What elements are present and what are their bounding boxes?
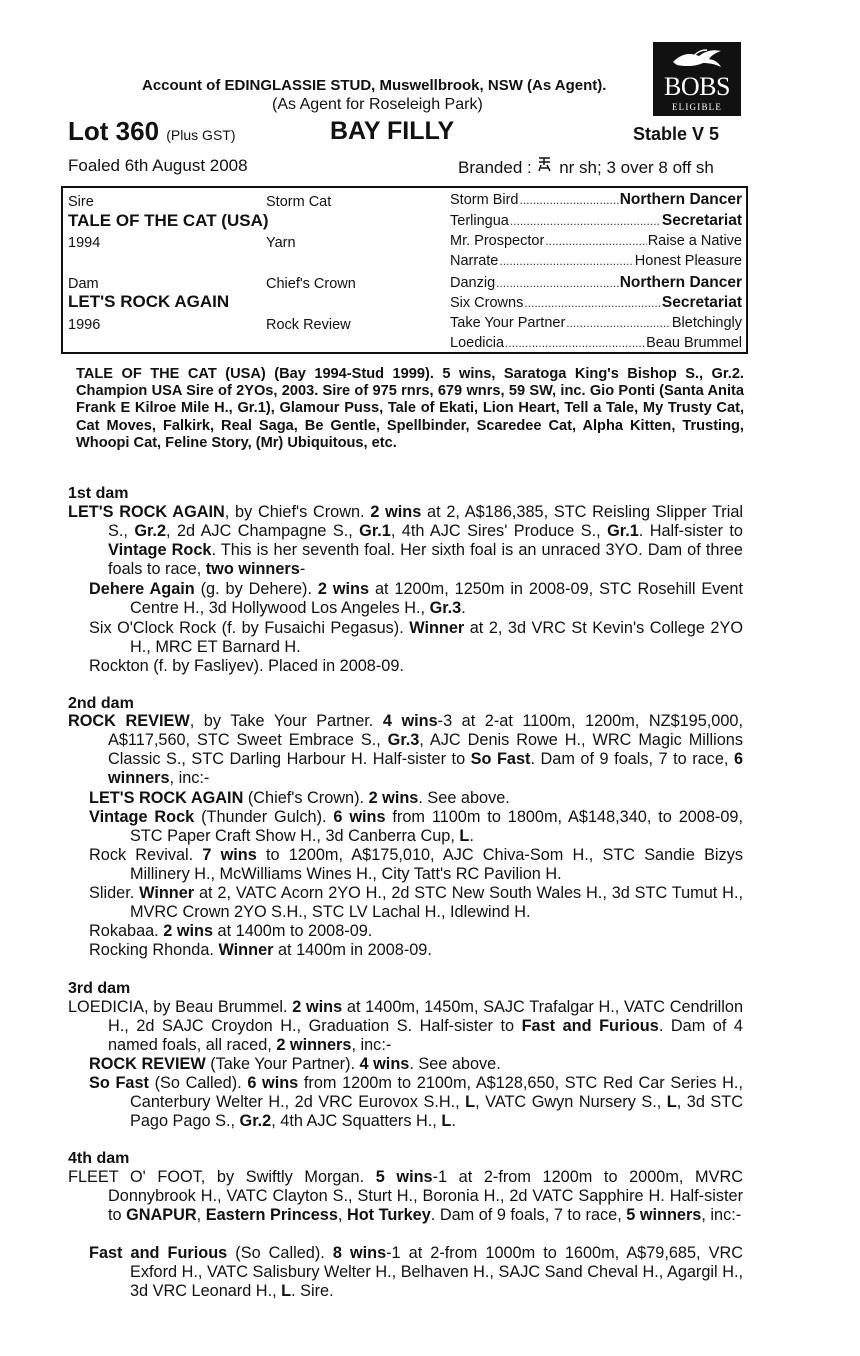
ancestor-row xyxy=(450,274,742,292)
ancestor-row xyxy=(450,315,742,333)
text-run: at 1200m, 1250m in 2008-09, STC Rosehill Event Centre H., 3d Hollywood Los Angeles H., xyxy=(130,580,743,617)
text-run: at 2, VATC Acorn 2YO H., 2d STC New South Wales H., 3d STC Tumut H., MVRC Crown 2YO S.H., STC LV Lachal H., Idlewind H. xyxy=(130,884,743,921)
bold-text: Fast and Furious xyxy=(521,1017,659,1035)
lot-label: Lot 360 xyxy=(68,116,160,146)
bold-text: 2 wins xyxy=(368,789,419,807)
sire-year: 1994 xyxy=(68,235,101,251)
ancestor-sire: Northern Dancer xyxy=(619,191,742,208)
dam-year: 1996 xyxy=(68,317,101,333)
progeny-entry xyxy=(89,1074,743,1131)
bold-text: L xyxy=(465,1093,476,1111)
bold-text: Gr.3 xyxy=(387,731,420,749)
dam-entry xyxy=(68,712,743,788)
bold-text: 6 wins xyxy=(333,808,386,826)
text-run: Rock Revival. xyxy=(89,846,203,864)
foaled-date: Foaled 6th August 2008 xyxy=(68,156,248,175)
text-run: to 1200m, A$175,010, AJC Chiva-Som H., STC Sandie Bizys Millinery H., McWilliams Wines H., City Tatt's RC Pavilion H. xyxy=(130,846,743,883)
horse-description: BAY FILLY xyxy=(330,117,455,145)
text-run: Slider. xyxy=(89,884,140,902)
lot-gst-note: (Plus GST) xyxy=(166,127,236,143)
section-title: 3rd dam xyxy=(68,980,131,997)
text-run: LOEDICIA, by Beau Brummel. xyxy=(68,998,293,1016)
sire-name: TALE OF THE CAT (USA) xyxy=(68,211,269,230)
ancestor-sire: Bletchingly xyxy=(671,315,742,331)
ancestor-sire: Raise a Native xyxy=(647,233,742,249)
text-run: . This is her seventh foal. Her sixth foal is an unraced 3YO. Dam of three foals to race, xyxy=(108,541,743,578)
text-run: , by Chief's Crown. xyxy=(224,503,371,521)
text-run: . xyxy=(451,1112,456,1130)
leader-dots xyxy=(496,276,619,290)
bold-text: 4 wins xyxy=(382,712,438,730)
leader-dots xyxy=(510,214,661,228)
ancestor-name: Loedicia xyxy=(450,335,505,351)
section-title: 4th dam xyxy=(68,1150,130,1167)
horse-logo-icon xyxy=(671,48,723,70)
bold-text: ROCK REVIEW xyxy=(68,712,190,730)
progeny-entry xyxy=(89,922,743,941)
text-run: Six O'Clock Rock (f. by Fusaichi Pegasus). xyxy=(89,619,410,637)
leader-dots xyxy=(520,193,619,207)
text-run: . xyxy=(461,599,466,617)
progeny-entry xyxy=(89,941,743,960)
ancestor-row xyxy=(450,212,742,230)
stable-location: Stable V 5 xyxy=(633,124,720,144)
bold-text: L xyxy=(666,1093,677,1111)
text-run: at 2, 3d VRC St Kevin's College 2YO H., MRC ET Barnard H. xyxy=(130,619,743,656)
dam-entry xyxy=(68,998,743,1055)
ancestor-sire: Secretariat xyxy=(661,294,742,311)
bold-text: L xyxy=(459,827,470,845)
section-title: 1st dam xyxy=(68,485,129,502)
text-run: , 4th AJC Squatters H., xyxy=(271,1112,442,1130)
text-run: at 1400m in 2008-09. xyxy=(273,941,432,959)
branded-label: Branded : xyxy=(458,158,532,177)
text-run: - xyxy=(299,560,306,578)
ancestor-sire: Northern Dancer xyxy=(619,274,742,291)
leader-dots xyxy=(545,234,646,248)
text-run: . Dam of 4 named foals, all raced, xyxy=(108,1017,743,1054)
bold-text: Vintage Rock xyxy=(108,541,212,559)
bold-text: 2 wins xyxy=(317,580,370,598)
dam-sire: Chief's Crown xyxy=(266,276,356,292)
ancestor-sire: Secretariat xyxy=(661,212,742,229)
bold-text: 2 wins xyxy=(370,503,422,521)
text-run: -1 at 2-from 1000m to 1600m, A$79,685, VRC Exford H., VATC Salisbury Welter H., Belhaven H., SAJC Sand Cheval H., Agargil H., 3d VRC Leonard H., xyxy=(130,1244,743,1300)
bold-text: GNAPUR xyxy=(126,1206,197,1224)
ancestor-sire: Honest Pleasure xyxy=(634,253,742,269)
bold-text: 8 wins xyxy=(332,1244,387,1262)
text-run: , VATC Gwyn Nursery S., xyxy=(475,1093,667,1111)
sire-summary: TALE OF THE CAT (USA) (Bay 1994-Stud 1999). 5 wins, Saratoga King's Bishop S., Gr.2. Champion USA Sire of 2YOs, 2003. Sire of 975 rnrs, 679 wnrs, 59 SW, inc. Gio Ponti (Santa Anita Frank E Kilroe Mile H., Gr.1), Glamour Puss, Tale of Ekati, Lion Heart, Tell a Tale, My Trusty Cat, Cat Moves, Falkirk, Real Saga, Be Gentle, Spellbinder, Scaredee Cat, Alpha Kitten, Trusting, Whoopi Cat, Feline Story, (Mr) Ubiquitous, etc. xyxy=(76,366,744,451)
bold-text: 5 winners xyxy=(626,1206,702,1224)
bold-text: Winner xyxy=(139,884,195,902)
text-run: , inc:- xyxy=(701,1206,742,1224)
text-run: Rocking Rhonda. xyxy=(89,941,219,959)
bold-text: LET'S ROCK AGAIN xyxy=(68,503,225,521)
ancestor-name: Six Crowns xyxy=(450,295,524,311)
sire-dam: Yarn xyxy=(266,235,296,251)
ancestor-row xyxy=(450,335,742,353)
bold-text: 2 wins xyxy=(163,922,214,940)
bold-text: Winner xyxy=(218,941,274,959)
ancestor-row xyxy=(450,191,742,209)
bold-text: Gr.2 xyxy=(134,522,167,540)
dam-name: LET'S ROCK AGAIN xyxy=(68,292,230,311)
text-run: at 1400m, 1450m, SAJC Trafalgar H., VATC Cendrillon H., 2d SAJC Croydon H., Graduation S. Half-sister to xyxy=(108,998,743,1035)
bold-text: Fast and Furious xyxy=(89,1244,228,1262)
ancestor-sire: Beau Brummel xyxy=(646,335,742,351)
bold-text: Gr.3 xyxy=(429,599,462,617)
progeny-entry xyxy=(89,884,743,922)
sire-sire: Storm Cat xyxy=(266,194,332,210)
text-run: (g. by Dehere). xyxy=(194,580,318,598)
text-run: , AJC Denis Rowe H., WRC Magic Millions Classic S., STC Darling Harbour H. Half-sister to xyxy=(108,731,743,768)
text-run: , xyxy=(196,1206,206,1224)
text-run: (So Called). xyxy=(227,1244,333,1262)
ancestor-name: Take Your Partner xyxy=(450,315,566,331)
text-run: , 3d STC Pago Pago S., xyxy=(130,1093,743,1130)
progeny-entry xyxy=(89,808,743,846)
leader-dots xyxy=(524,296,661,310)
bold-text: Eastern Princess xyxy=(205,1206,338,1224)
ancestor-name: Narrate xyxy=(450,253,499,269)
ancestor-name: Storm Bird xyxy=(450,192,519,208)
logo-subtext: ELIGIBLE xyxy=(671,102,723,112)
leader-dots xyxy=(499,254,633,268)
text-run: Rokabaa. xyxy=(89,922,164,940)
text-run: at 1400m to 2008-09. xyxy=(213,922,373,940)
bold-text: ROCK REVIEW xyxy=(89,1055,206,1073)
text-run: -3 at 2-at 1100m, 1200m, NZ$195,000, A$117,560, STC Sweet Embrace S., xyxy=(108,712,743,749)
text-run: , 2d AJC Champagne S., xyxy=(166,522,360,540)
dam-entry xyxy=(68,1168,743,1225)
bold-text: Winner xyxy=(409,619,465,637)
progeny-entry xyxy=(89,580,743,618)
bold-text: 6 wins xyxy=(247,1074,299,1092)
text-run: -1 at 2-from 1200m to 2000m, MVRC Donnybrook H., VATC Clayton S., Sturt H., Boronia H., 2d VATC Sapphire H. Half-sister to xyxy=(108,1168,743,1224)
ancestor-row xyxy=(450,294,742,312)
bold-text: 4 wins xyxy=(359,1055,410,1073)
section-title: 2nd dam xyxy=(68,695,134,712)
text-run: . Half-sister to xyxy=(638,522,743,540)
progeny-entry xyxy=(89,846,743,884)
vendor-account: Account of EDINGLASSIE STUD, Muswellbrook, NSW (As Agent). xyxy=(142,77,607,94)
text-run: . Dam of 9 foals, 7 to race, xyxy=(430,1206,627,1224)
progeny-entry xyxy=(89,619,743,657)
progeny-entry xyxy=(89,1244,743,1301)
dam-dam: Rock Review xyxy=(266,317,351,333)
text-run: , xyxy=(337,1206,347,1224)
text-run: (Take Your Partner). xyxy=(205,1055,360,1073)
bold-text: Hot Turkey xyxy=(346,1206,431,1224)
brand-info xyxy=(458,156,714,180)
brand-symbol-icon xyxy=(536,156,554,180)
text-run: . Sire. xyxy=(291,1282,334,1300)
bold-text: L xyxy=(281,1282,292,1300)
bobs-eligible-logo xyxy=(653,42,741,116)
bold-text: 2 wins xyxy=(292,998,343,1016)
ancestor-row xyxy=(450,253,742,271)
text-run: from 1200m to 2100m, A$128,650, STC Red Car Series H., Canterbury Welter H., 2d VRC Eurovox S.H., xyxy=(130,1074,743,1111)
bold-text: Gr.2 xyxy=(239,1112,272,1130)
lot-number xyxy=(68,116,236,147)
bold-text: 5 wins xyxy=(375,1168,433,1186)
leader-dots xyxy=(505,336,645,350)
text-run: (So Called). xyxy=(148,1074,248,1092)
ancestor-name: Mr. Prospector xyxy=(450,233,545,249)
text-run: . See above. xyxy=(418,789,510,807)
bold-text: two winners xyxy=(205,560,300,578)
ancestor-name: Terlingua xyxy=(450,213,509,229)
text-run: , inc:- xyxy=(351,1036,392,1054)
text-run: (Chief's Crown). xyxy=(243,789,369,807)
bold-text: Gr.1 xyxy=(359,522,391,540)
sire-label: Sire xyxy=(68,194,94,210)
bold-text: So Fast xyxy=(89,1074,149,1092)
text-run: FLEET O' FOOT, by Swiftly Morgan. xyxy=(68,1168,376,1186)
progeny-entry xyxy=(89,789,743,808)
bold-text: 6 winners xyxy=(108,750,743,787)
bold-text: L xyxy=(441,1112,452,1130)
logo-text: BOBS xyxy=(664,72,730,101)
bold-text: So Fast xyxy=(470,750,531,768)
text-run: . See above. xyxy=(409,1055,501,1073)
ancestor-row xyxy=(450,233,742,251)
progeny-entry xyxy=(89,1055,743,1074)
bold-text: Vintage Rock xyxy=(89,808,195,826)
text-run: . xyxy=(469,827,474,845)
branded-detail: nr sh; 3 over 8 off sh xyxy=(559,158,714,177)
pedigree-table xyxy=(61,186,748,354)
bold-text: 7 wins xyxy=(202,846,257,864)
ancestor-name: Danzig xyxy=(450,275,496,291)
text-run: , by Take Your Partner. xyxy=(189,712,383,730)
dam-label: Dam xyxy=(68,276,99,292)
progeny-entry xyxy=(89,657,743,676)
leader-dots xyxy=(566,316,671,330)
text-run: at 2, A$186,385, STC Reisling Slipper Trial S., xyxy=(108,503,743,540)
bold-text: 2 winners xyxy=(276,1036,352,1054)
bold-text: Gr.1 xyxy=(607,522,639,540)
text-run: , 4th AJC Sires' Produce S., xyxy=(390,522,608,540)
text-run: , inc:- xyxy=(169,769,210,787)
bold-text: LET'S ROCK AGAIN xyxy=(89,789,244,807)
text-run: (Thunder Gulch). xyxy=(194,808,334,826)
bold-text: Dehere Again xyxy=(89,580,195,598)
dam-entry xyxy=(68,503,743,579)
text-run: from 1100m to 1800m, A$148,340, to 2008-09, STC Paper Craft Show H., 3d Canberra Cup, xyxy=(130,808,743,845)
text-run: . Dam of 9 foals, 7 to race, xyxy=(530,750,734,768)
agent-note: (As Agent for Roseleigh Park) xyxy=(272,96,483,113)
text-run: Rockton (f. by Fasliyev). Placed in 2008-09. xyxy=(89,657,404,675)
